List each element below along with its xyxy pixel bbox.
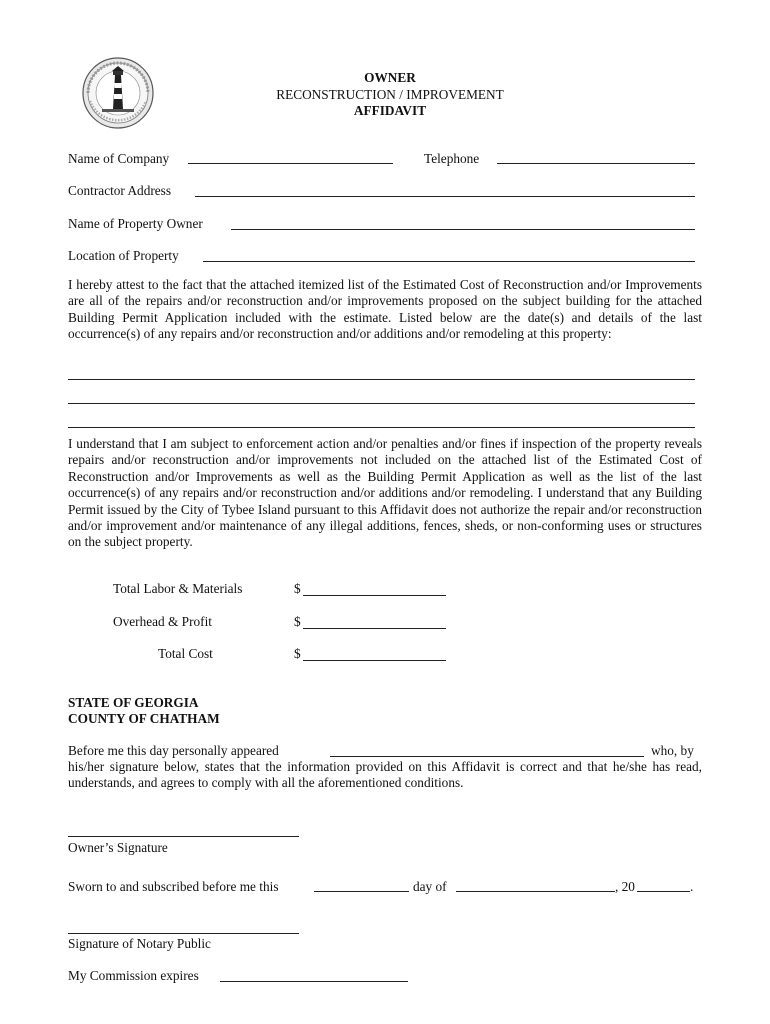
property-owner-input-line[interactable]	[231, 229, 695, 230]
title-affidavit: AFFIDAVIT	[353, 103, 427, 118]
total-amount-line[interactable]	[303, 660, 446, 661]
telephone-input-line[interactable]	[497, 163, 695, 164]
location-label: Location of Property	[68, 248, 179, 263]
occurrence-line-2[interactable]	[68, 403, 695, 404]
owner-signature-label: Owner’s Signature	[68, 840, 168, 855]
occurrence-line-1[interactable]	[68, 379, 695, 380]
notary-signature-line[interactable]	[68, 933, 299, 934]
sworn-label: Sworn to and subscribed before me this	[68, 879, 279, 894]
who-by-label: who, by	[651, 743, 694, 758]
contractor-label: Contractor Address	[68, 183, 172, 198]
total-cost-label: Total Cost	[158, 646, 213, 661]
day-of-label: day of	[413, 879, 447, 894]
location-input-line[interactable]	[203, 261, 695, 262]
attestation-paragraph: I hereby attest to the fact that the attached itemized list of the Estimated Cost of Reconstruction and/or Improvements are all of the repairs and/or reconstruction and/or improvements proposed on the subject building for the attached Building Permit Application included with the estimate. Listed below are the date(s) and details of the last occurrence(s) of any repairs and/or reconstruction and/or additions and/or remodeling at this property:	[68, 277, 702, 342]
telephone-label: Telephone	[424, 151, 480, 166]
commission-label: My Commission expires	[68, 968, 199, 983]
labor-materials-label: Total Labor & Materials	[113, 581, 243, 596]
occurrence-line-3[interactable]	[68, 427, 695, 428]
title-owner: OWNER	[364, 70, 416, 85]
appeared-statement: his/her signature below, states that the information provided on this Affidavit is correct and that he/she has read, understands, and agrees to comply with all the aforementioned conditions.	[68, 759, 702, 791]
property-owner-label: Name of Property Owner	[68, 216, 203, 231]
sworn-month-line[interactable]	[456, 891, 615, 892]
labor-amount-line[interactable]	[303, 595, 446, 596]
total-currency: $	[294, 646, 301, 661]
understanding-paragraph: I understand that I am subject to enforcement action and/or penalties and/or fines if inspection of the property reveals repairs and/or reconstruction and/or improvements not included on the attached list of the Estimated Cost of Reconstruction and/or Improvements as well as the Building Permit Application as well as the list of the last occurrence(s) of any repairs and/or reconstruction and/or additions and/or remodeling. I understand that any Building Permit issued by the City of Tybee Island pursuant to this Affidavit does not authorize the repair and/or reconstruction and/or improvement and/or maintenance of any illegal additions, fences, sheds, or non-conforming uses or structures on the subject property.	[68, 436, 702, 550]
labor-currency: $	[294, 581, 301, 596]
notary-signature-label: Signature of Notary Public	[68, 936, 211, 951]
overhead-amount-line[interactable]	[303, 628, 446, 629]
contractor-input-line[interactable]	[195, 196, 695, 197]
state-heading: STATE OF GEORGIA	[68, 695, 199, 710]
overhead-profit-label: Overhead & Profit	[113, 614, 212, 629]
appeared-name-line[interactable]	[330, 756, 644, 757]
owner-signature-line[interactable]	[68, 836, 299, 837]
company-input-line[interactable]	[188, 163, 393, 164]
sworn-year-line[interactable]	[637, 891, 690, 892]
sworn-day-line[interactable]	[314, 891, 409, 892]
overhead-currency: $	[294, 614, 301, 629]
company-label: Name of Company	[68, 151, 170, 166]
commission-date-line[interactable]	[220, 981, 408, 982]
year-prefix: , 20	[615, 879, 635, 894]
appeared-label: Before me this day personally appeared	[68, 743, 279, 758]
county-heading: COUNTY OF CHATHAM	[68, 711, 220, 726]
title-reconstruction: RECONSTRUCTION / IMPROVEMENT	[276, 87, 504, 102]
sworn-period: .	[690, 879, 694, 894]
city-seal-logo	[82, 57, 154, 129]
